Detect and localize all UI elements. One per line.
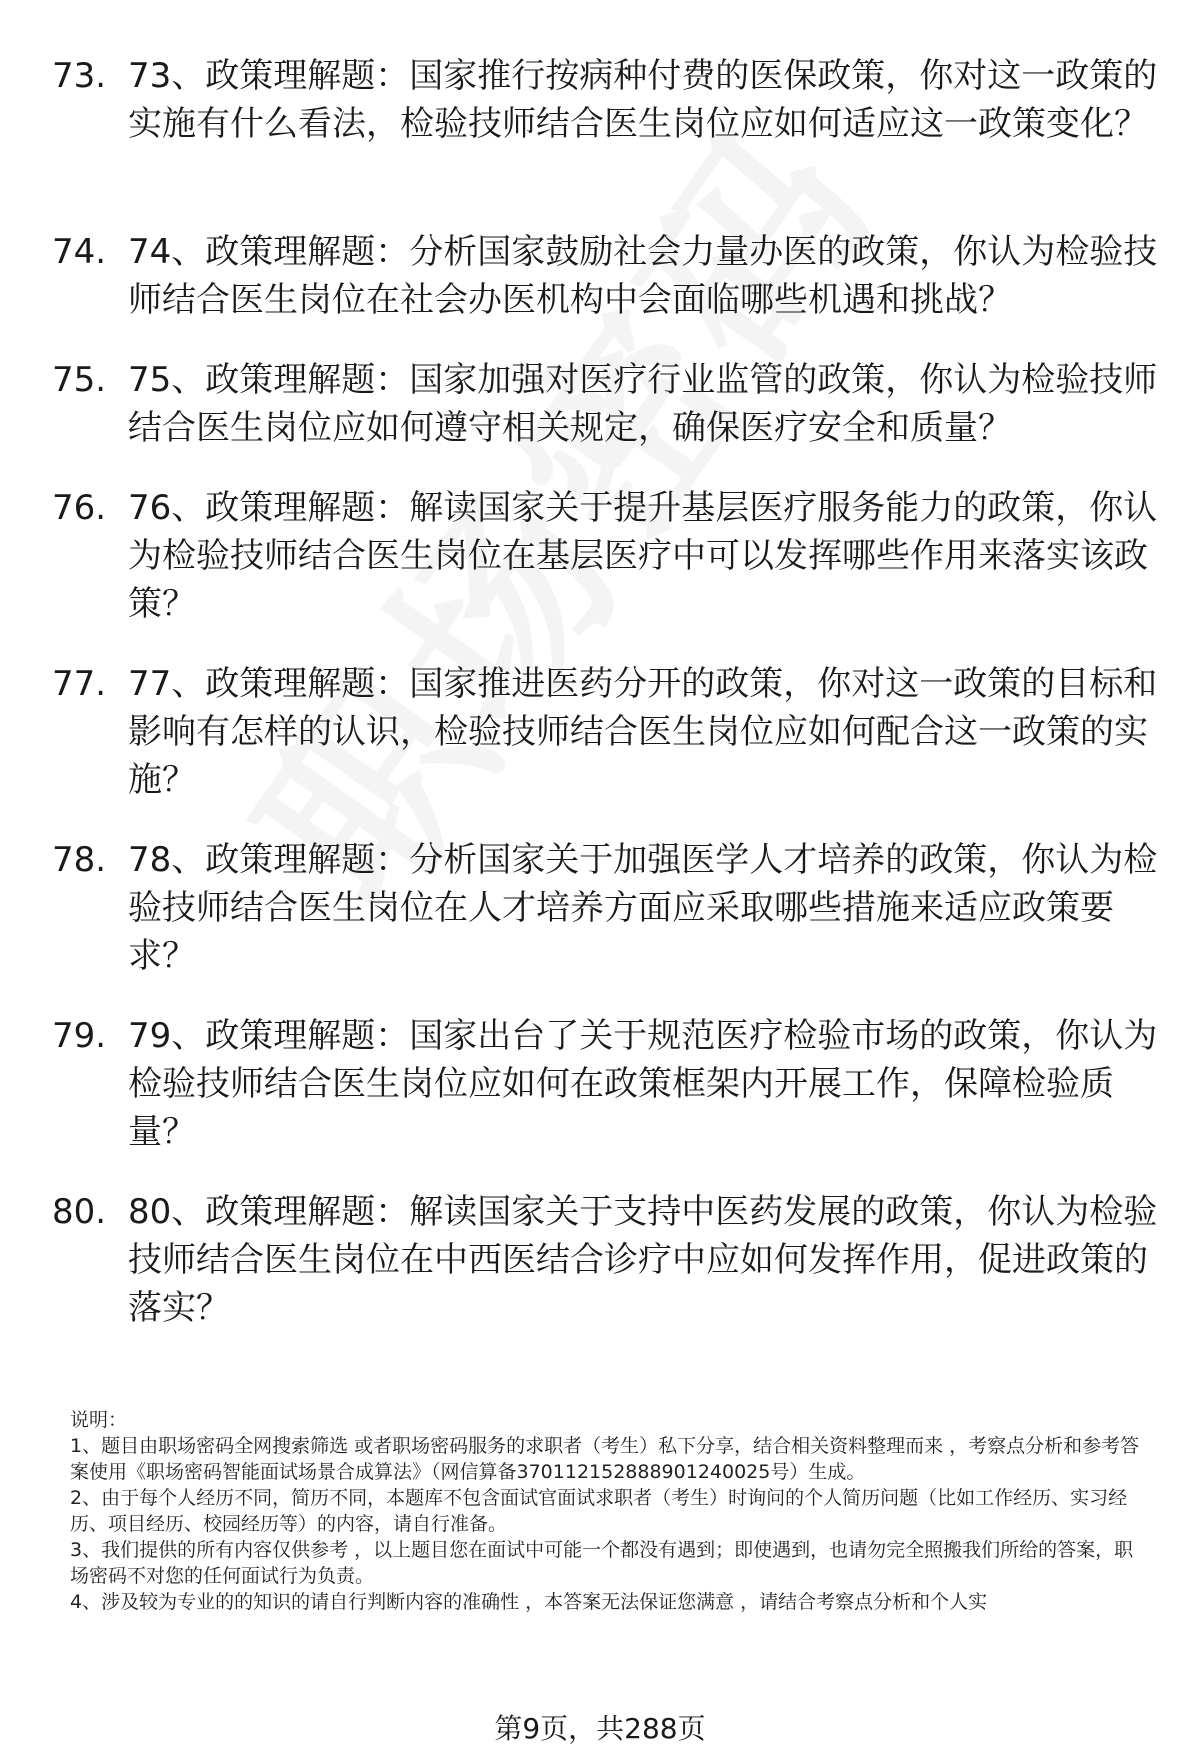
question-number: 76. (52, 488, 107, 528)
question-number: 79. (52, 1016, 107, 1056)
question-text: 77、政策理解题：国家推进医药分开的政策，你对这一政策的目标和影响有怎样的认识，检验技师结合医生岗位应如何配合这一政策的实施？ (128, 664, 1158, 800)
page-number: 第9页，共288页 (494, 1712, 706, 1745)
notes-section (70, 1407, 1150, 1615)
question-item (0, 836, 1200, 980)
question-item (0, 356, 1200, 452)
question-text: 80、政策理解题：解读国家关于支持中医药发展的政策，你认为检验技师结合医生岗位在中西医结合诊疗中应如何发挥作用，促进政策的落实？ (128, 1192, 1158, 1328)
question-text: 73、政策理解题：国家推行按病种付费的医保政策，你对这一政策的实施有什么看法，检验技师结合医生岗位应如何适应这一政策变化？ (128, 56, 1158, 144)
question-item (0, 228, 1200, 324)
question-item (0, 1012, 1200, 1156)
question-text: 74、政策理解题：分析国家鼓励社会力量办医的政策，你认为检验技师结合医生岗位在社会办医机构中会面临哪些机遇和挑战？ (128, 232, 1158, 320)
notes-title: 说明： (70, 1409, 128, 1431)
question-item (0, 484, 1200, 628)
question-number: 78. (52, 840, 107, 880)
note-item: 4、涉及较为专业的的知识的请自行判断内容的准确性 ，本答案无法保证您满意 ，请结合考察点分析和个人实 (70, 1591, 988, 1613)
note-item: 2、由于每个人经历不同，简历不同，本题库不包含面试官面试求职者（考生）时询问的个人简历问题（比如工作经历、实习经历、项目经历、校园经历等）的内容，请自行准备。 (70, 1487, 1128, 1535)
question-number: 74. (52, 232, 107, 272)
note-item: 1、题目由职场密码全网搜索筛选 或者职场密码服务的求职者（考生）私下分享，结合相关资料整理而来 ，考察点分析和参考答案使用《职场密码智能面试场景合成算法》（网信算备370112152888901240025号）生成。 (70, 1435, 1140, 1483)
question-number: 73. (52, 56, 107, 96)
question-list (0, 52, 1200, 1364)
question-item (0, 660, 1200, 804)
note-item: 3、我们提供的所有内容仅供参考 ，以上题目您在面试中可能一个都没有遇到；即使遇到，也请勿完全照搬我们所给的答案，职场密码不对您的任何面试行为负责。 (70, 1539, 1134, 1587)
question-text: 76、政策理解题：解读国家关于提升基层医疗服务能力的政策，你认为检验技师结合医生岗位在基层医疗中可以发挥哪些作用来落实该政策？ (128, 488, 1158, 624)
question-number: 77. (52, 664, 107, 704)
question-text: 79、政策理解题：国家出台了关于规范医疗检验市场的政策，你认为检验技师结合医生岗位应如何在政策框架内开展工作，保障检验质量？ (128, 1016, 1158, 1152)
question-number: 75. (52, 360, 107, 400)
question-item (0, 52, 1200, 196)
question-item (0, 1188, 1200, 1332)
question-number: 80. (52, 1192, 107, 1232)
question-text: 75、政策理解题：国家加强对医疗行业监管的政策，你认为检验技师结合医生岗位应如何遵守相关规定，确保医疗安全和质量？ (128, 360, 1158, 448)
question-text: 78、政策理解题：分析国家关于加强医学人才培养的政策，你认为检验技师结合医生岗位在人才培养方面应采取哪些措施来适应政策要求？ (128, 840, 1158, 976)
page-footer (0, 1712, 1200, 1746)
